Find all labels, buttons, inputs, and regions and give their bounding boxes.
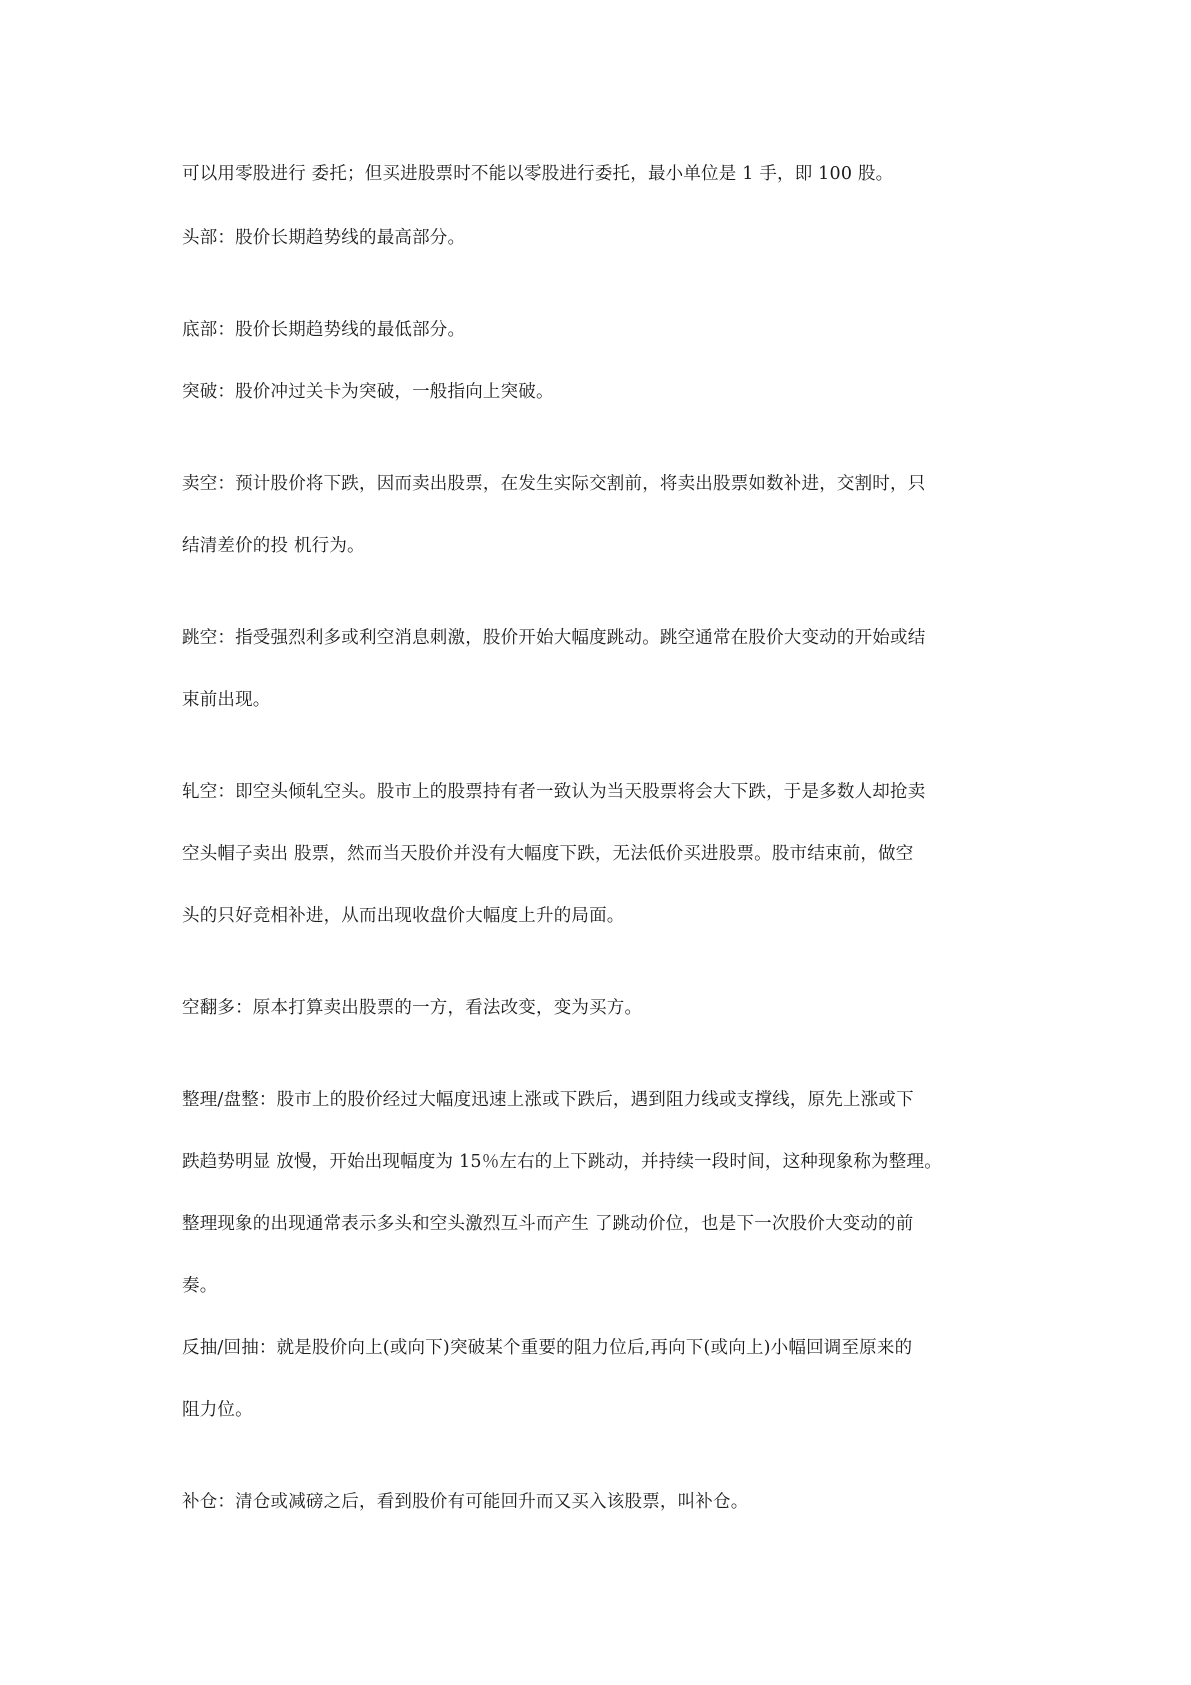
text-line-consolidation-3: 整理现象的出现通常表示多头和空头激烈互斗而产生 了跳动价位，也是下一次股价大变动的前 <box>182 1214 914 1234</box>
text-line-odd-lot: 可以用零股进行 委托；但买进股票时不能以零股进行委托，最小单位是 1 手，即 100 股。 <box>182 164 894 184</box>
text-line-consolidation-2: 跌趋势明显 放慢，开始出现幅度为 15％左右的上下跳动，并持续一段时间，这种现象称为整理。 <box>182 1152 942 1172</box>
text-line-pullback-2: 阻力位。 <box>182 1400 253 1420</box>
text-line-bear-to-bull: 空翻多：原本打算卖出股票的一方，看法改变，变为买方。 <box>182 998 643 1018</box>
text-line-gap-1: 跳空：指受强烈利多或利空消息刺激，股价开始大幅度跳动。跳空通常在股价大变动的开始或结 <box>182 628 926 648</box>
text-line-short-sell-2: 结清差价的投 机行为。 <box>182 536 365 556</box>
text-line-short-sell-1: 卖空：预计股价将下跌，因而卖出股票，在发生实际交割前，将卖出股票如数补进，交割时，只 <box>182 474 926 494</box>
text-line-gap-2: 束前出现。 <box>182 690 271 710</box>
text-line-squeeze-2: 空头帽子卖出 股票，然而当天股价并没有大幅度下跌，无法低价买进股票。股市结束前，做空 <box>182 844 914 864</box>
text-line-bottom: 底部：股价长期趋势线的最低部分。 <box>182 320 466 340</box>
text-line-pullback-1: 反抽/回抽：就是股价向上(或向下)突破某个重要的阻力位后,再向下(或向上)小幅回调至原来的 <box>182 1338 913 1358</box>
text-line-squeeze-3: 头的只好竞相补进，从而出现收盘价大幅度上升的局面。 <box>182 906 625 926</box>
text-line-breakout: 突破：股价冲过关卡为突破，一般指向上突破。 <box>182 382 554 402</box>
text-line-replenish: 补仓：清仓或减磅之后，看到股价有可能回升而又买入该股票，叫补仓。 <box>182 1492 749 1512</box>
text-line-top: 头部：股价长期趋势线的最高部分。 <box>182 228 466 248</box>
text-line-consolidation-4: 奏。 <box>182 1276 218 1296</box>
text-line-squeeze-1: 轧空：即空头倾轧空头。股市上的股票持有者一致认为当天股票将会大下跌，于是多数人却抢卖 <box>182 782 926 802</box>
text-line-consolidation-1: 整理/盘整：股市上的股价经过大幅度迅速上涨或下跌后，遇到阻力线或支撑线，原先上涨或下 <box>182 1090 914 1110</box>
